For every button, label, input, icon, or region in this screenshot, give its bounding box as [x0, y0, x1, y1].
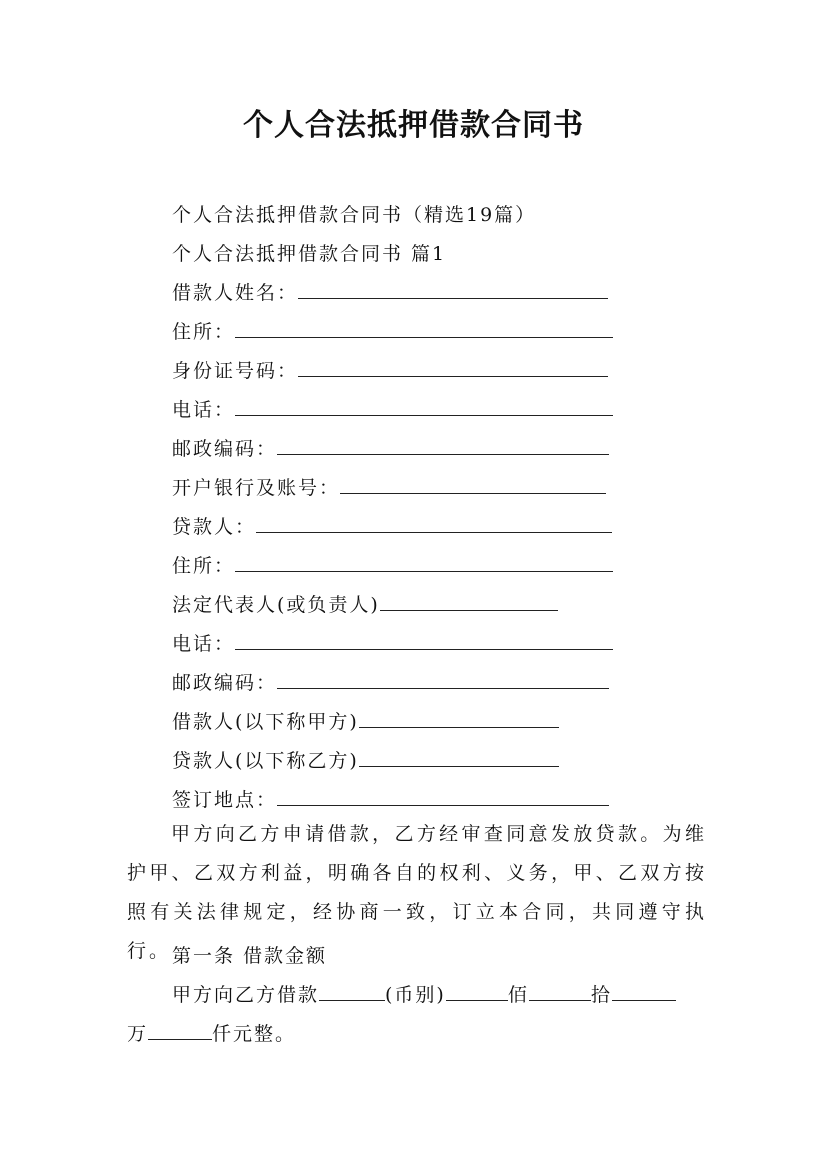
id-number-field [172, 356, 608, 383]
lender-phone-field [172, 629, 613, 656]
amount-text: 佰 [507, 984, 529, 1006]
document-subtitle: 个人合法抵押借款合同书（精选19篇） [172, 204, 537, 226]
party-a-field [172, 707, 559, 734]
amount-text: 甲方向乙方借款 [172, 984, 320, 1006]
signing-place-field [172, 785, 609, 812]
borrower-name-field [172, 278, 608, 305]
fill-blank[interactable] [235, 398, 613, 416]
amount-blank[interactable] [446, 983, 508, 1001]
field-label: 借款人姓名： [172, 282, 299, 304]
fill-blank[interactable] [277, 671, 609, 689]
postcode-field [172, 434, 609, 461]
amount-blank[interactable] [319, 983, 385, 1001]
fill-blank[interactable] [298, 359, 608, 377]
party-b-field [172, 746, 559, 773]
document-title: 个人合法抵押借款合同书 [243, 108, 584, 143]
fill-blank[interactable] [359, 749, 559, 767]
borrower-address-field [172, 317, 613, 344]
field-label: 邮政编码： [172, 672, 278, 694]
fill-blank[interactable] [235, 320, 613, 338]
amount-blank[interactable] [612, 983, 676, 1001]
section-heading: 个人合法抵押借款合同书 篇1 [172, 243, 447, 265]
fill-blank[interactable] [359, 710, 559, 728]
bank-account-field [172, 473, 606, 500]
field-label: 邮政编码： [172, 438, 278, 460]
fill-blank[interactable] [235, 632, 613, 650]
lender-postcode-field [172, 668, 609, 695]
fill-blank[interactable] [256, 515, 612, 533]
field-label: 身份证号码： [172, 360, 299, 382]
loan-amount-line-2 [127, 1019, 296, 1046]
field-label: 法定代表人(或负责人) [172, 594, 380, 616]
field-label: 贷款人： [172, 516, 257, 538]
legal-representative-field [172, 590, 558, 617]
amount-blank[interactable] [529, 983, 591, 1001]
intro-paragraph: 甲方向乙方申请借款，乙方经审查同意发放贷款。为维护甲、乙双方利益，明确各自的权利、义务，甲、乙双方按照有关法律规定，经协商一致，订立本合同，共同遵守执行。 [127, 823, 707, 962]
amount-text: 拾 [590, 984, 612, 1006]
field-label: 住所： [172, 555, 236, 577]
lender-field [172, 512, 612, 539]
field-label: 签订地点： [172, 789, 278, 811]
fill-blank[interactable] [380, 593, 558, 611]
field-label: 借款人(以下称甲方) [172, 711, 359, 733]
loan-amount-line-1 [172, 980, 676, 1007]
amount-text: 仟元整。 [212, 1023, 297, 1045]
amount-text: (币别) [385, 984, 446, 1006]
amount-text: 万 [127, 1023, 149, 1045]
amount-blank[interactable] [148, 1022, 212, 1040]
phone-field [172, 395, 613, 422]
field-label: 贷款人(以下称乙方) [172, 750, 359, 772]
article-1-title: 第一条 借款金额 [172, 945, 328, 967]
fill-blank[interactable] [298, 281, 608, 299]
field-label: 开户银行及账号： [172, 477, 341, 499]
fill-blank[interactable] [277, 437, 609, 455]
field-label: 电话： [172, 633, 236, 655]
fill-blank[interactable] [277, 788, 609, 806]
field-label: 电话： [172, 399, 236, 421]
lender-address-field [172, 551, 613, 578]
fill-blank[interactable] [235, 554, 613, 572]
field-label: 住所： [172, 321, 236, 343]
fill-blank[interactable] [340, 476, 606, 494]
